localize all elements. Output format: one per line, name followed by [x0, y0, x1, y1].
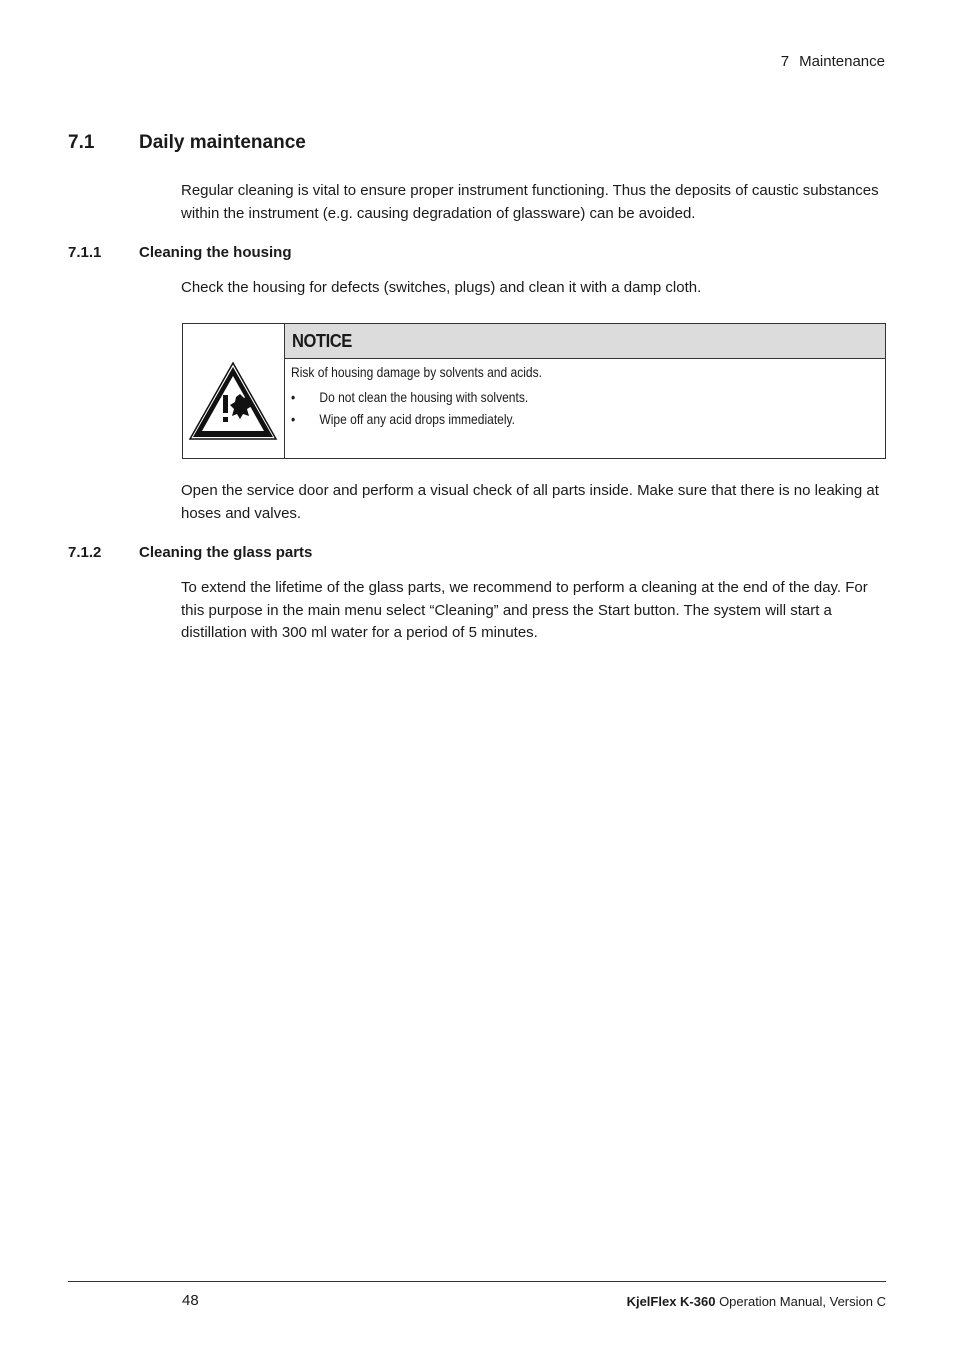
chapter-title: Maintenance	[799, 53, 885, 70]
subsection-heading-housing	[68, 244, 292, 261]
product-name: KjelFlex K-360	[626, 1294, 716, 1309]
notice-bullet-text: Do not clean the housing with solvents.	[319, 389, 529, 405]
subsection-title: Cleaning the housing	[139, 244, 292, 261]
service-door-instruction: Open the service door and perform a visual check of all parts inside. Make sure that there is no leaking at hoses and valves.	[181, 482, 879, 522]
glass-cleaning-instruction: To extend the lifetime of the glass parts, we recommend to perform a cleaning at the end of the day. For this purpose in the main menu select “Cleaning” and press the Start button. The system will start a distillation with 300 ml water for a period of 5 minutes.	[181, 579, 868, 641]
notice-bullet-text: Wipe off any acid drops immediately.	[319, 411, 516, 427]
notice-box	[182, 323, 886, 459]
notice-title: NOTICE	[292, 331, 352, 351]
footer-divider	[68, 1281, 886, 1282]
subsection-title: Cleaning the glass parts	[139, 544, 313, 561]
subsection-number: 7.1.2	[68, 544, 102, 561]
notice-risk: Risk of housing damage by solvents and acids.	[291, 364, 542, 380]
subsection-number: 7.1.1	[68, 244, 102, 261]
section-title: Daily maintenance	[139, 132, 306, 153]
running-header	[781, 53, 885, 70]
notice-bullet-item	[291, 408, 542, 430]
notice-body	[291, 362, 542, 430]
notice-icon-cell	[183, 324, 285, 458]
housing-instruction: Check the housing for defects (switches, plugs) and clean it with a damp cloth.	[181, 279, 702, 296]
notice-header	[285, 324, 885, 359]
page-number: 48	[182, 1292, 199, 1309]
section-heading	[68, 132, 306, 154]
subsection-heading-glass	[68, 544, 312, 561]
bullet-marker: •	[291, 389, 296, 405]
footer-document-title	[627, 1294, 886, 1309]
section-number: 7.1	[68, 132, 95, 153]
notice-bullet-item	[291, 386, 542, 408]
chapter-number: 7	[780, 53, 790, 70]
section-intro: Regular cleaning is vital to ensure proper instrument functioning. Thus the deposits of caustic substances within the instrument (e.g. causing degradation of glassware) can be avoided.	[181, 182, 879, 222]
bullet-marker: •	[291, 411, 296, 427]
manual-title: Operation Manual, Version C	[715, 1294, 886, 1309]
corrosive-warning-icon	[188, 361, 278, 441]
